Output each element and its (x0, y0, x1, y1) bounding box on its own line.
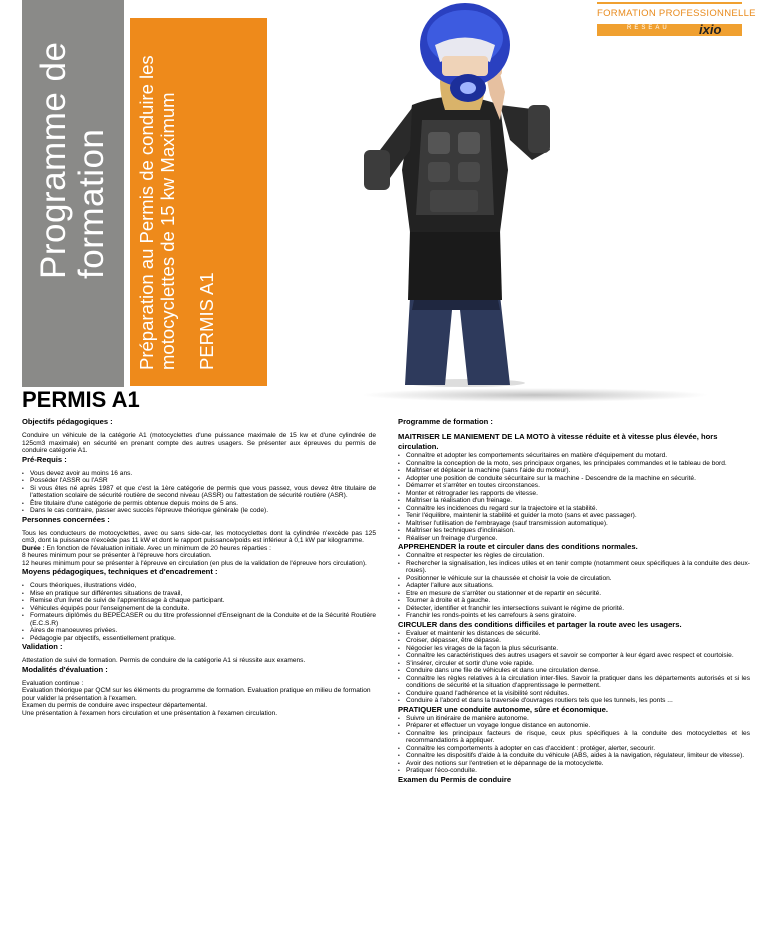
document-title: PERMIS A1 (22, 387, 140, 412)
section3-heading (398, 620, 750, 630)
list-item: • Réaliser un freinage d'urgence. (398, 535, 750, 543)
moyens-heading: Moyens pédagogiques, techniques et d'encadrement : (22, 567, 218, 576)
list-item: • Posséder l'ASSR ou l'ASR (22, 477, 376, 485)
list-item: • Conduire quand l'adhérence et la visibilité sont réduites. (398, 690, 750, 698)
section1-rest: à vitesse réduite et à vitesse plus élevée, hors circulation. (398, 432, 718, 451)
course-band-text (130, 18, 267, 386)
objectifs-text: Conduire un véhicule de la catégorie A1 (motocyclettes d'une puissance maximale de 15 kw et d'une cylindrée de 125cm3 maximale) en sécurité en prenant compte des autres usagers. Se présenter aux épreuves du permis de conduire catégorie A1. (22, 432, 376, 454)
section1-heading (398, 432, 750, 452)
logo-reseau: RÉSEAU (627, 25, 670, 31)
duree-line2: 8 heures minimum pour se présenter à l'épreuve hors circulation. (22, 552, 212, 559)
list-item: • Dans le cas contraire, passer avec succès l'épreuve théorique générale (le code). (22, 507, 376, 515)
section2-rest: la route et circuler dans des conditions normales. (456, 542, 638, 551)
list-item: • Maîtriser les techniques d'inclinaison. (398, 527, 750, 535)
motorcyclist-photo (350, 0, 600, 390)
section3-rest: dans des conditions difficiles et partager la route avec les usagers. (437, 619, 682, 629)
modalites-heading: Modalités d'évaluation : (22, 664, 108, 674)
duree-line1 (22, 545, 376, 553)
list-item: • Connaître les dispositifs d'aide à la conduite du véhicule (ABS, aides à la navigation, régulateur, limiteur de vitesse). (398, 752, 750, 760)
modalites-line: Une présentation à l'examen hors circulation et une présentation à l'examen circulation. (22, 709, 278, 717)
examen-heading: Examen du Permis de conduire (398, 774, 512, 784)
list-item: • Connaître les comportements à adopter en cas d'accident : protéger, alerter, secourir. (398, 745, 750, 753)
list-item: • Vous devez avoir au moins 16 ans. (22, 470, 376, 478)
list-item: • Maîtriser la réalisation d'un freinage. (398, 497, 750, 505)
right-column (398, 417, 750, 790)
section1-keyword: MAITRISER LE MANIEMENT DE LA MOTO (398, 432, 550, 441)
list-item: • Conduire à l'abord et dans la traversée d'ouvrages routiers tels que les tunnels, les ponts ... (398, 697, 750, 705)
course-title-line1: Préparation au Permis de conduire les (136, 55, 157, 370)
list-item: • Adapter l'allure aux situations. (398, 582, 750, 590)
list-item: • Démarrer et s'arrêter en toutes circonstances. (398, 482, 750, 490)
list-item: • Avoir des notions sur l'entretien et le dépannage de la motocyclette. (398, 760, 750, 768)
title-band-text (22, 0, 124, 387)
list-item: • Formateurs diplômés du BEPECASER ou du titre professionnel d'Enseignant de la Conduite et de la Sécurité Routière (E.C.S.R) (22, 612, 376, 627)
list-item: • Etre en mesure de s'arrêter ou stationner et de repartir en sécurité. (398, 590, 750, 598)
validation-heading: Validation : (22, 642, 63, 651)
section4-heading (398, 705, 750, 715)
course-permit-label: PERMIS A1 (196, 272, 217, 370)
modalites-line: Evaluation continue : (22, 679, 84, 687)
section4-list (398, 715, 750, 775)
list-item: • Être titulaire d'une catégorie de permis obtenue depuis moins de 5 ans. (22, 500, 376, 508)
list-item: • Maîtriser l'utilisation de l'embrayage (sauf transmission automatique). (398, 520, 750, 528)
list-item: • Pratiquer l'éco-conduite. (398, 767, 750, 775)
list-item: • Pédagogie par objectifs, essentiellement pratique. (22, 635, 376, 643)
list-item: • Connaître les incidences du regard sur la trajectoire et la stabilité. (398, 505, 750, 513)
list-item: • Connaître et adopter les comportements sécuritaires en matière d'équipement du motard. (398, 452, 750, 460)
logo-tagline: FORMATION PROFESSIONNELLE (597, 8, 756, 19)
modalites-line: Evaluation théorique par QCM sur les éléments du programme de formation. Evaluation pratique en milieu de formation pour valider la présentation à l'examen. (22, 687, 371, 702)
company-logo (597, 0, 756, 40)
list-item: • Conduire dans une file de véhicules et dans une circulation dense. (398, 667, 750, 675)
list-item: • Monter et rétrograder les rapports de vitesse. (398, 490, 750, 498)
list-item: • Aires de manoeuvres privées. (22, 627, 376, 635)
photo-shadow (360, 388, 710, 402)
duree-line3: 12 heures minimum pour se présenter à l'épreuve en circulation (en plus de la validation de l'épreuve hors circulation). (22, 559, 367, 567)
section1-list (398, 452, 750, 542)
logo-arc (597, 0, 742, 4)
prerequis-heading: Pré-Requis : (22, 454, 67, 464)
programme-title-line1: Programme de (34, 41, 73, 279)
duree-intro: En fonction de l'évaluation initiale. Avec un minimum de 20 heures réparties : (44, 544, 271, 552)
programme-title-line2: formation (72, 128, 111, 279)
list-item: • Franchir les ronds-points et les carrefours à sens giratoire. (398, 612, 750, 620)
list-item: • Tenir l'équilibre, maintenir la stabilité et guider la moto (sans et avec passager). (398, 512, 750, 520)
list-item: • Détecter, identifier et franchir les intersections suivant le régime de priorité. (398, 605, 750, 613)
section3-keyword: CIRCULER (398, 619, 438, 629)
list-item: • Remise d'un livret de suivi de l'apprentissage à chaque participant. (22, 597, 376, 605)
logo-brand: ixio (699, 22, 722, 37)
list-item: • Si vous êtes né après 1987 et que c'est la 1ère catégorie de permis que vous passez, vous devez être titulaire de l'attestation scolaire de sécurité routière de second niveau (ASSR) ou l'attestation de sécurité routière (ASR). (22, 485, 376, 500)
moyens-list (22, 582, 376, 642)
section2-heading (398, 542, 750, 552)
list-item: • Connaître les règles relatives à la circulation inter-files. Savoir la pratiquer dans les départements autorisés et si les conditions de sécurité et la situation d'apprentissage le permettent. (398, 675, 750, 690)
list-item: • Préparer et effectuer un voyage longue distance en autonomie. (398, 722, 750, 730)
objectifs-heading: Objectifs pédagogiques : (22, 417, 113, 426)
list-item: • Véhicules équipés pour l'enseignement de la conduite. (22, 605, 376, 613)
section2-list (398, 552, 750, 620)
list-item: • Connaître les caractéristiques des autres usagers et savoir se comporter à leur égard avec respect et courtoisie. (398, 652, 750, 660)
list-item: • Négocier les virages de la façon la plus sécurisante. (398, 645, 750, 653)
list-item: • Cours théoriques, illustrations vidéo, (22, 582, 376, 590)
list-item: • Suivre un itinéraire de manière autonome. (398, 715, 750, 723)
personnes-heading: Personnes concernées : (22, 514, 110, 524)
list-item: • Adopter une position de conduite sécuritaire sur la machine - Descendre de la machine en sécurité. (398, 475, 750, 483)
list-item: • Croiser, dépasser, être dépassé. (398, 637, 750, 645)
list-item: • Evaluer et maintenir les distances de sécurité. (398, 630, 750, 638)
list-item: • S'insérer, circuler et sortir d'une voie rapide. (398, 660, 750, 668)
list-item: • Connaître et respecter les règles de circulation. (398, 552, 750, 560)
personnes-text: Tous les conducteurs de motocyclettes, avec ou sans side-car, les motocyclettes dont la cylindrée n'excède pas 125 cm3, dont la puissance n'excède pas 11 kW et dont le rapport puissance/poids est inférieur à 0,1 kW par kilogramme. (22, 529, 376, 544)
list-item: • Maîtriser et déplacer la machine (sans l'aide du moteur). (398, 467, 750, 475)
section3-list (398, 630, 750, 705)
list-item: • Rechercher la signalisation, les indices utiles et en tenir compte (notamment ceux spécifiques à la conduite des deux-roues). (398, 560, 750, 575)
modalites-line: Examen du permis de conduire avec inspecteur départemental. (22, 702, 208, 709)
section4-keyword: PRATIQUER (398, 704, 443, 714)
duree-label: Durée : (22, 544, 45, 552)
left-column (22, 417, 376, 717)
prerequis-list (22, 470, 376, 515)
validation-text: Attestation de suivi de formation. Permis de conduire de la catégorie A1 si réussite aux examens. (22, 657, 306, 664)
section4-rest: une conduite autonome, sûre et économique. (442, 704, 608, 714)
list-item: • Tourner à droite et à gauche. (398, 597, 750, 605)
programme-heading: Programme de formation : (398, 417, 493, 426)
list-item: • Connaître les principaux facteurs de risque, ceux plus spécifiques à la conduite des motocyclettes et les recommandations à appliquer. (398, 730, 750, 745)
section2-keyword: APPREHENDER (398, 542, 457, 551)
list-item: • Positionner le véhicule sur la chaussée et choisir la voie de circulation. (398, 575, 750, 583)
list-item: • Connaître la conception de la moto, ses principaux organes, les principales commandes et le tableau de bord. (398, 460, 750, 468)
course-title-line2: motocyclettes de 15 kw Maximum (157, 92, 178, 370)
list-item: • Mise en pratique sur différentes situations de travail, (22, 590, 376, 598)
